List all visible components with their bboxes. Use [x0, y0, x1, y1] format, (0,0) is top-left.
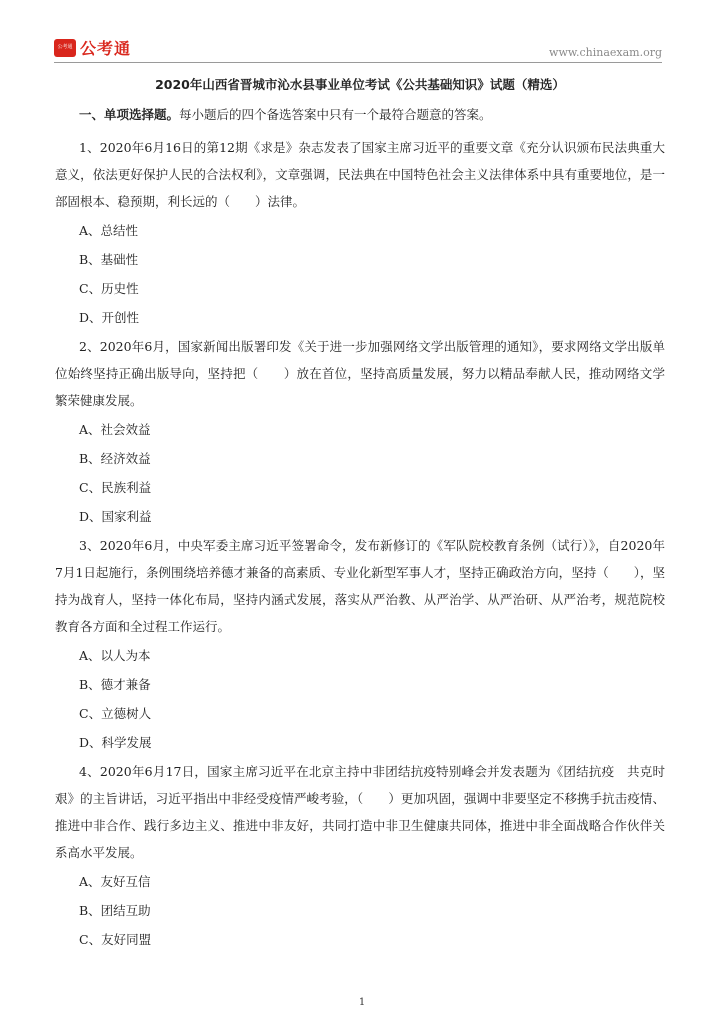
option-d: D、开创性 [79, 310, 140, 325]
option-b: B、德才兼备 [79, 677, 151, 692]
logo-text: 公考通 [80, 39, 132, 58]
option-c: C、历史性 [79, 281, 139, 296]
option-d: D、国家利益 [79, 509, 152, 524]
question-stem: 2、2020年6月，国家新闻出版署印发《关于进一步加强网络文学出版管理的通知》，要求网络文学出版单位始终坚持正确出版导向，坚持把（ ）放在首位，坚持高质量发展，努力以精品奉献人民，推动网络文学繁荣健康发展。 [55, 339, 665, 408]
site-url[interactable]: www.chinaexam.org [549, 46, 662, 59]
option-a: A、友好互信 [79, 874, 151, 889]
option-c: C、友好同盟 [79, 932, 152, 947]
option-b: B、基础性 [79, 252, 139, 267]
section-heading [55, 104, 665, 126]
section-instruction: 每小题后的四个备选答案中只有一个最符合题意的答案。 [179, 107, 492, 122]
option-b: B、团结互助 [79, 903, 151, 918]
option-c: C、民族利益 [79, 480, 152, 495]
option-d: D、科学发展 [79, 735, 152, 750]
question-stem: 4、2020年6月17日，国家主席习近平在北京主持中非团结抗疫特别峰会并发表题为《团结抗疫 共克时艰》的主旨讲话，习近平指出中非经受疫情严峻考验，（ ）更加巩固，强调中非要坚定不移携手抗击疫情、推进中非合作、践行多边主义、推进中非友好，共同打造中非卫生健康共同体，推进中非全面战略合作伙伴关系高水平发展。 [55, 764, 665, 860]
header-divider [54, 62, 662, 63]
logo-badge-icon: 公考通 [54, 39, 76, 57]
logo[interactable] [54, 36, 131, 59]
page-number: 1 [358, 997, 366, 1008]
question-1 [55, 134, 665, 331]
page-header [54, 34, 662, 62]
option-a: A、社会效益 [79, 422, 151, 437]
section-title: 一、单项选择题。 [79, 107, 180, 122]
question-4 [55, 758, 665, 953]
option-a: A、以人为本 [79, 648, 151, 663]
question-stem: 3、2020年6月，中央军委主席习近平签署命令，发布新修订的《军队院校教育条例（试行）》，自2020年7月1日起施行，条例围绕培养德才兼备的高素质、专业化新型军事人才，坚持正确政治方向，坚持（ ），坚持为战育人，坚持一体化布局，坚持内涵式发展，落实从严治教、从严治学、从严治研、从严治考，规范院校教育各方面和全过程工作运行。 [55, 538, 665, 634]
question-2 [55, 333, 665, 530]
question-stem: 1、2020年6月16日的第12期《求是》杂志发表了国家主席习近平的重要文章《充分认识颁布民法典重大意义，依法更好保护人民的合法权利》，文章强调，民法典在中国特色社会主义法律体系中具有重要地位，是一部固根本、稳预期，利长远的（ ）法律。 [55, 140, 665, 209]
document-body [55, 74, 665, 955]
question-3 [55, 532, 665, 756]
option-b: B、经济效益 [79, 451, 151, 466]
option-c: C、立德树人 [79, 706, 152, 721]
document-title: 2020年山西省晋城市沁水县事业单位考试《公共基础知识》试题（精选） [155, 77, 565, 92]
option-a: A、总结性 [79, 223, 139, 238]
